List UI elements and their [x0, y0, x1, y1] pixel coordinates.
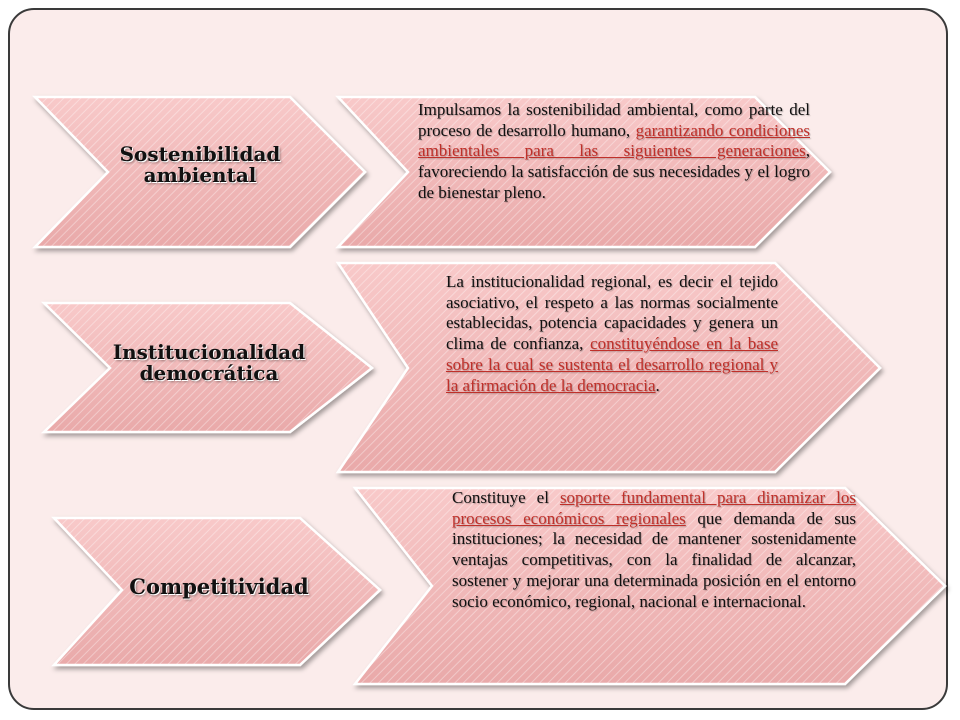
- desc-competitividad-highlight: soporte fundamental para dinamizar los procesos económicos regionales: [452, 488, 856, 528]
- desc-competitividad-text: Constituye el: [452, 488, 560, 507]
- desc-competitividad: [452, 488, 856, 612]
- title-institucionalidad: Institucionalidad democrática: [112, 340, 306, 385]
- desc-institucionalidad-text: La institucionalidad regional, es decir el tejido asociativo, el respeto a las normas socialmente establecidas, potencia capacidades y genera un clima de confianza,: [446, 272, 778, 354]
- desc-institucionalidad-highlight: constituyéndose en la base sobre la cual se sustenta el desarrollo regional y la afirmación de la democracia: [446, 334, 778, 395]
- desc-sostenibilidad: [418, 100, 810, 204]
- desc-sostenibilidad-end: , favoreciendo la satisfacción de sus necesidades y el logro de bienestar pleno.: [418, 141, 810, 202]
- desc-institucionalidad: [446, 272, 778, 396]
- title-sostenibilidad: Sostenibilidad ambiental: [119, 142, 281, 187]
- desc-competitividad-end: que demanda de sus instituciones; la necesidad de mantener sostenidamente ventajas competitivas, con la finalidad de alcanzar, sostener y mejorar una determinada posición en el entorno socio económico, regional, nacional e internacional.: [452, 508, 856, 611]
- desc-sostenibilidad-text: Impulsamos la sostenibilidad ambiental, como parte del proceso de desarrollo humano,: [418, 100, 810, 140]
- title-competitividad: Competitividad: [129, 574, 309, 599]
- desc-sostenibilidad-highlight: garantizando condiciones ambientales para las siguientes generaciones: [418, 120, 810, 161]
- desc-institucionalidad-end: .: [655, 375, 660, 395]
